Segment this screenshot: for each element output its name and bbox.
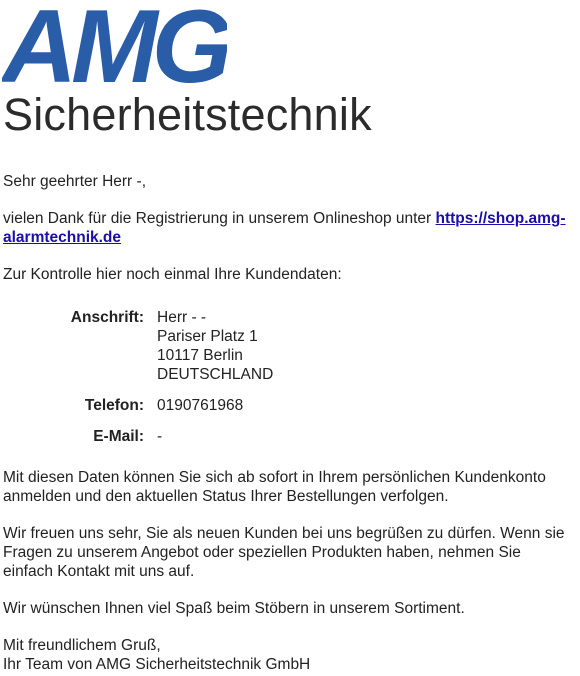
thanks-text: vielen Dank für die Registrierung in unserem Onlineshop unter <box>3 210 436 227</box>
control-paragraph: Zur Kontrolle hier noch einmal Ihre Kundendaten: <box>3 266 342 283</box>
phone-value: 0190761968 <box>157 397 244 414</box>
closing: Mit freundlichem Gruß, <box>3 637 161 654</box>
address-line: Pariser Platz 1 <box>157 328 258 345</box>
thanks-paragraph <box>3 209 575 247</box>
email-value: - <box>157 428 163 445</box>
welcome-paragraph: Wir freuen uns sehr, Sie als neuen Kunden bei uns begrüßen zu dürfen. Wenn sie Fragen zu unserem Angebot oder speziellen Produkten haben, nehmen Sie einfach Kontakt mit uns auf. <box>3 525 565 580</box>
shop-link[interactable]: https://shop.amg-alarmtechnik.de <box>3 210 566 246</box>
greeting: Sehr geehrter Herr -, <box>3 173 146 190</box>
email-label: E-Mail: <box>93 428 144 445</box>
address-value <box>157 308 273 384</box>
customer-data-table <box>3 308 273 446</box>
phone-label: Telefon: <box>84 397 144 414</box>
signature: Ihr Team von AMG Sicherheitstechnik GmbH <box>3 656 311 673</box>
login-paragraph: Mit diesen Daten können Sie sich ab sofort in Ihrem persönlichen Kundenkonto anmelden und den aktuellen Status Ihrer Bestellungen verfolgen. <box>3 469 546 505</box>
address-row <box>3 308 273 384</box>
logo-brand-text: AMG <box>2 0 227 92</box>
company-logo <box>2 0 412 140</box>
logo-subtitle: Sicherheitstechnik <box>3 89 372 140</box>
address-label: Anschrift: <box>70 309 144 326</box>
address-line: Herr - - <box>157 309 207 326</box>
address-line: DEUTSCHLAND <box>157 366 274 383</box>
address-line: 10117 Berlin <box>157 347 243 364</box>
fun-paragraph: Wir wünschen Ihnen viel Spaß beim Stöbern in unserem Sortiment. <box>3 600 465 617</box>
email-body <box>3 172 575 674</box>
phone-row <box>3 384 273 415</box>
email-row <box>3 415 273 446</box>
